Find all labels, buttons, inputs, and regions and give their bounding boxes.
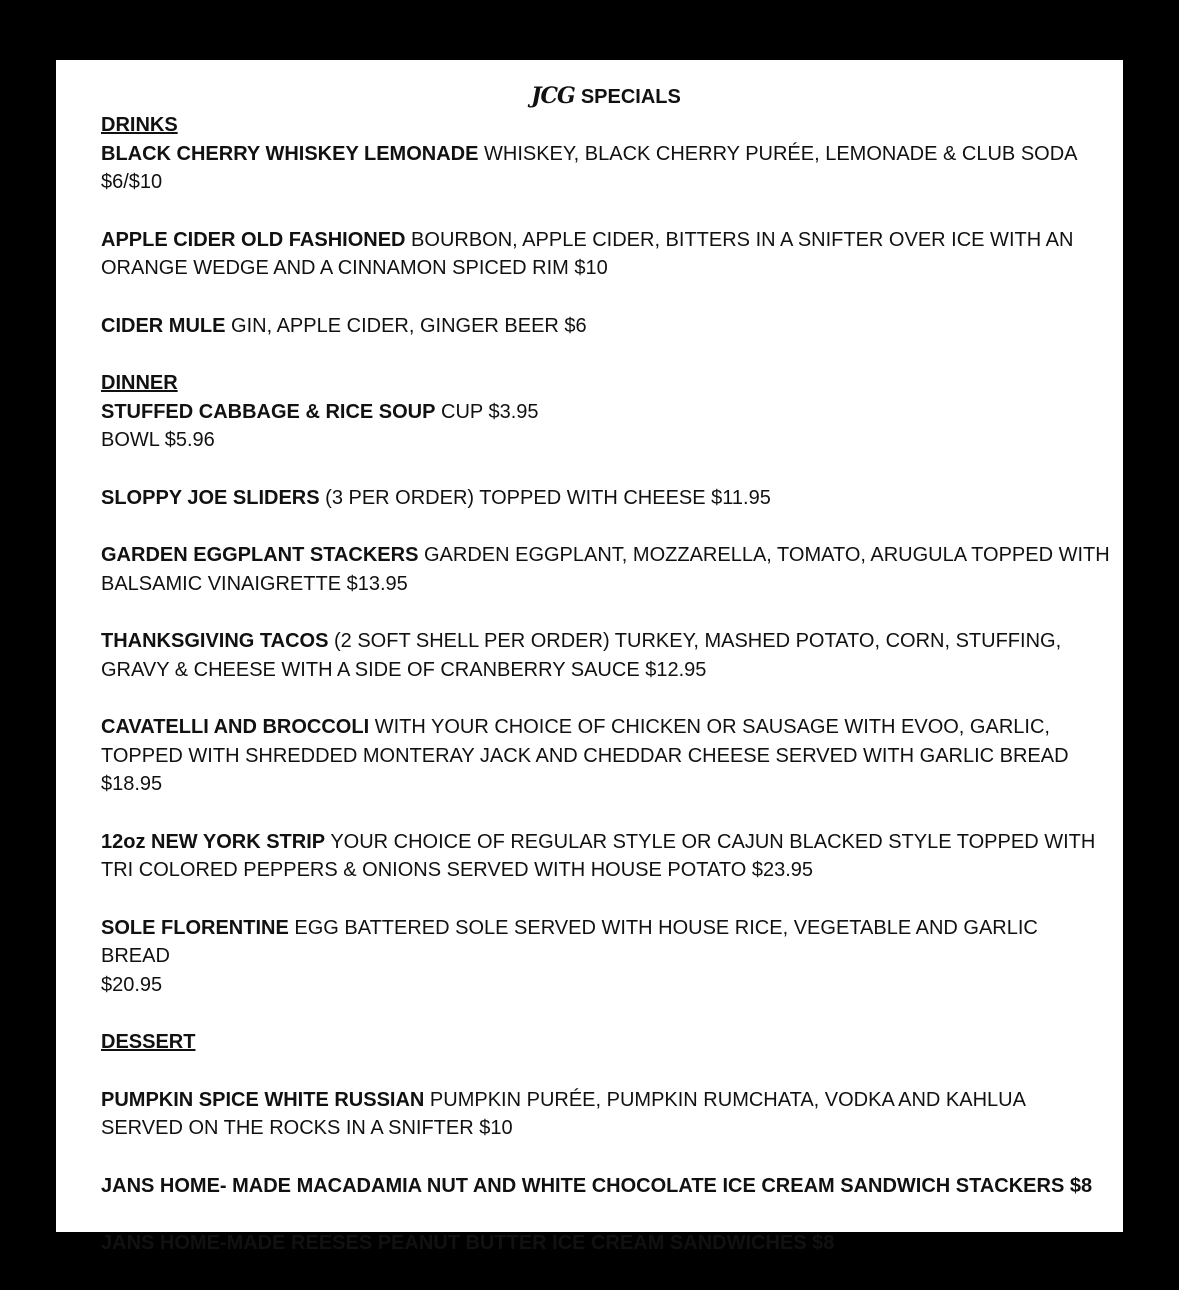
item-description-secondary: BOWL $5.96 xyxy=(101,429,215,451)
menu-item xyxy=(101,914,1111,1000)
menu-item xyxy=(101,312,1111,341)
menu-item xyxy=(101,1229,1111,1258)
item-name: PUMPKIN SPICE WHITE RUSSIAN xyxy=(101,1088,425,1111)
logo: JCG xyxy=(531,83,575,109)
menu-item xyxy=(101,1172,1111,1201)
item-description: BOURBON, APPLE CIDER, BITTERS IN A SNIFTER OVER ICE WITH AN ORANGE WEDGE AND A CINNAMON SPICED RIM $10 xyxy=(101,228,1074,279)
item-description: PUMPKIN PURÉE, PUMPKIN RUMCHATA, VODKA AND KAHLUA SERVED ON THE ROCKS IN A SNIFTER $10 xyxy=(101,1088,1025,1139)
item-price: $6/$10 xyxy=(101,171,163,193)
item-name: JANS HOME- MADE MACADAMIA NUT AND WHITE CHOCOLATE ICE CREAM SANDWICH STACKERS $8 xyxy=(101,1174,1093,1197)
menu-item xyxy=(101,140,1111,197)
item-description: GARDEN EGGPLANT, MOZZARELLA, TOMATO, ARUGULA TOPPED WITH BALSAMIC VINAIGRETTE $13.95 xyxy=(101,544,1110,595)
item-name: THANKSGIVING TACOS xyxy=(101,630,329,652)
page-title xyxy=(101,82,1111,111)
item-description: GIN, APPLE CIDER, GINGER BEER $6 xyxy=(231,314,587,337)
menu-item xyxy=(101,713,1111,799)
item-description: YOUR CHOICE OF REGULAR STYLE OR CAJUN BLACKED STYLE TOPPED WITH TRI COLORED PEPPERS & ONIONS SERVED WITH HOUSE POTATO $23.95 xyxy=(101,830,1096,881)
menu-item xyxy=(101,484,1111,513)
item-description: (2 SOFT SHELL PER ORDER) TURKEY, MASHED POTATO, CORN, STUFFING, GRAVY & CHEESE WITH A SIDE OF CRANBERRY SAUCE $12.95 xyxy=(101,630,1062,681)
item-description: (3 PER ORDER) TOPPED WITH CHEESE $11.95 xyxy=(325,486,771,509)
title-text: SPECIALS xyxy=(580,86,681,108)
item-name: SLOPPY JOE SLIDERS xyxy=(101,486,320,509)
menu-page xyxy=(56,60,1123,1254)
item-description: EGG BATTERED SOLE SERVED WITH HOUSE RICE, VEGETABLE AND GARLIC BREAD xyxy=(101,916,1038,967)
item-name: CAVATELLI AND BROCCOLI xyxy=(101,716,370,738)
item-description: WITH YOUR CHOICE OF CHICKEN OR SAUSAGE WITH EVOO, GARLIC, TOPPED WITH SHREDDED MONTERAY JACK AND CHEDDAR CHEESE SERVED WITH GARLIC BREAD $18.95 xyxy=(101,716,1069,795)
item-name: SOLE FLORENTINE xyxy=(101,916,289,939)
menu-item xyxy=(101,226,1111,283)
item-name: 12oz NEW YORK STRIP xyxy=(101,830,326,853)
item-name: CIDER MULE xyxy=(101,314,226,337)
section-heading-drinks: DRINKS xyxy=(101,114,178,136)
item-name: JANS HOME-MADE REESES PEANUT BUTTER ICE CREAM SANDWICHES $8 xyxy=(101,1232,835,1254)
menu-item xyxy=(101,828,1111,885)
menu-item xyxy=(101,398,1111,455)
menu-item xyxy=(101,1086,1111,1143)
item-price: $20.95 xyxy=(101,973,163,996)
item-name: STUFFED CABBAGE & RICE SOUP xyxy=(101,400,436,423)
section-heading-dinner: DINNER xyxy=(101,372,178,394)
item-description: WHISKEY, BLACK CHERRY PURÉE, LEMONADE & CLUB SODA xyxy=(484,142,1078,165)
item-description: CUP $3.95 xyxy=(441,400,539,423)
item-name: GARDEN EGGPLANT STACKERS xyxy=(101,544,419,566)
item-name: BLACK CHERRY WHISKEY LEMONADE xyxy=(101,142,479,165)
menu-item xyxy=(101,627,1111,684)
section-heading-dessert: DESSERT xyxy=(101,1031,196,1053)
menu-item xyxy=(101,541,1111,598)
menu-content xyxy=(101,82,1111,1258)
item-name: APPLE CIDER OLD FASHIONED xyxy=(101,228,406,251)
